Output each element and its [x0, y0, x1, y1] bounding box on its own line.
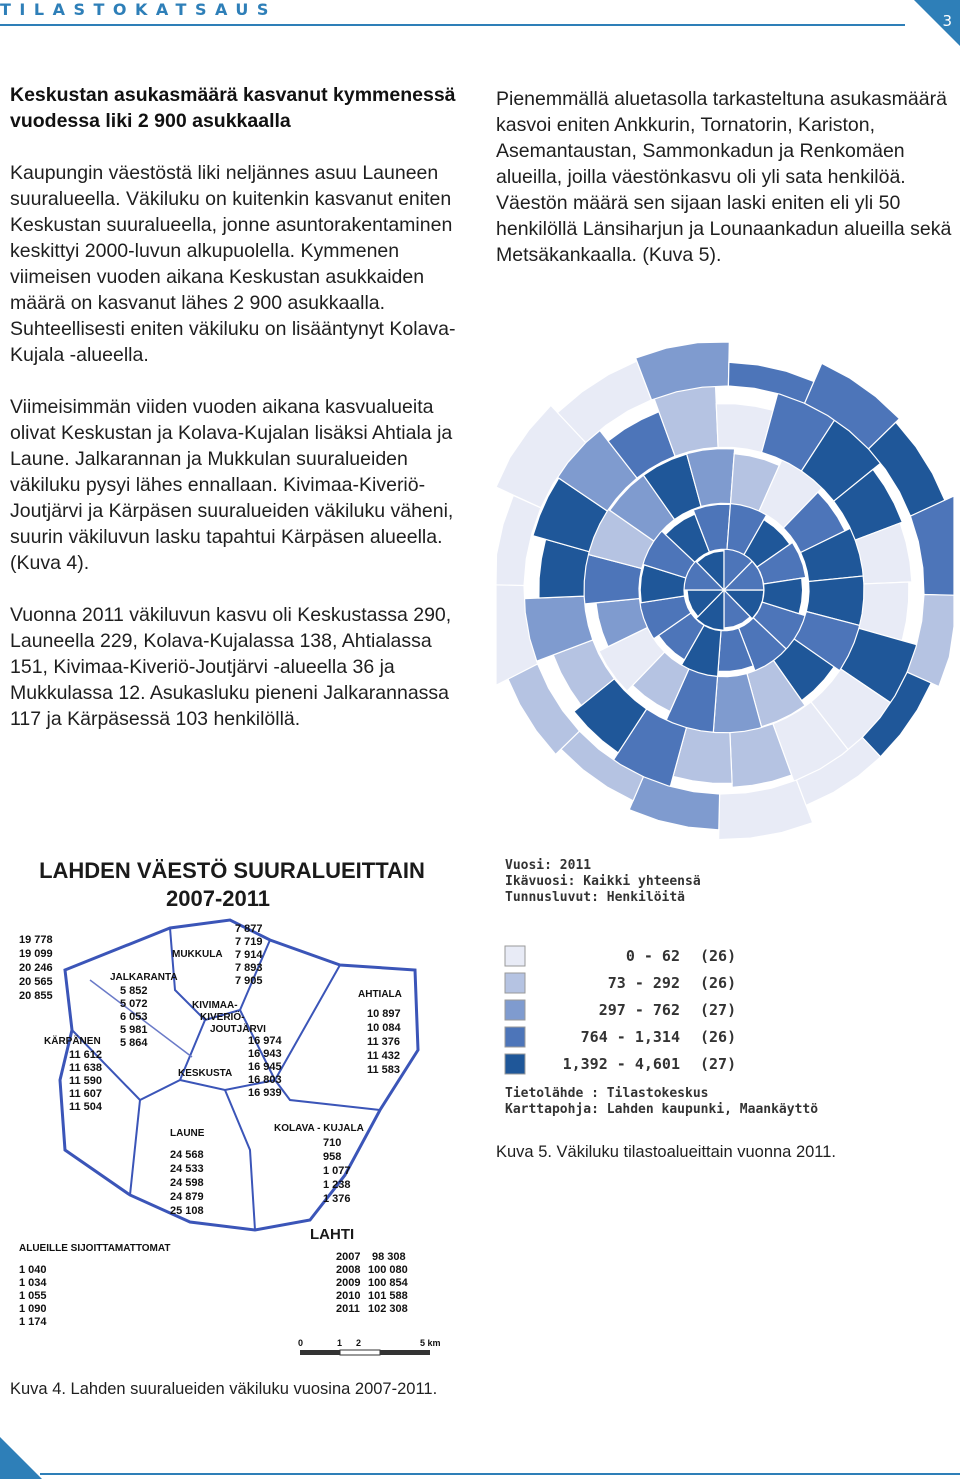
legend-swatch-5 — [505, 1054, 525, 1074]
legend-range-3: 297 - 762 — [598, 1001, 680, 1019]
svg-text:16 945: 16 945 — [248, 1061, 282, 1073]
svg-text:2011: 2011 — [336, 1303, 360, 1315]
paragraph-2: Viimeisimmän viiden vuoden aikana kasvualueita olivat Keskustan ja Kolava-Kujalan lisäksi Ahtiala ja Laune. Jalkarannan ja Mukkulan suuralueiden väkiluku pysyi lähes ennallaan. Kivimaa-Kiveriö-Joutjärvi ja Kärpäsen suuralueiden väkiluku väheni, suurin väkiluvun lasku tapahtui Kärpäsen alueella. (Kuva 4). — [10, 396, 454, 574]
values-karpanen — [69, 1049, 103, 1113]
choropleth-map — [494, 340, 956, 850]
legend-basemap: Karttapohja: Lahden kaupunki, Maankäyttö — [505, 1102, 819, 1117]
svg-text:16 803: 16 803 — [248, 1074, 282, 1086]
choropleth-legend — [500, 852, 900, 1122]
svg-text:7 905: 7 905 — [235, 975, 263, 987]
svg-text:1 077: 1 077 — [323, 1165, 351, 1177]
svg-text:10 897: 10 897 — [367, 1008, 401, 1020]
fig4-title-line1: LAHDEN VÄESTÖ SUURALUEITTAIN — [39, 858, 425, 883]
svg-text:0: 0 — [298, 1338, 304, 1348]
svg-text:7 914: 7 914 — [235, 949, 263, 961]
svg-text:98 308: 98 308 — [372, 1251, 406, 1263]
legend-swatch-1 — [505, 946, 525, 966]
legend-count-5: (27) — [700, 1055, 737, 1073]
svg-text:25 108: 25 108 — [170, 1205, 204, 1217]
svg-text:11 590: 11 590 — [69, 1075, 103, 1087]
values-ahtiala — [367, 1008, 402, 1076]
svg-text:11 612: 11 612 — [69, 1049, 103, 1061]
svg-text:11 607: 11 607 — [69, 1088, 103, 1100]
svg-text:16 939: 16 939 — [248, 1087, 282, 1099]
svg-text:5 072: 5 072 — [120, 998, 148, 1010]
figure5-caption: Kuva 5. Väkiluku tilastoalueittain vuonna 2011. — [496, 1143, 837, 1161]
legend-swatch-4 — [505, 1027, 525, 1047]
paragraph-right: Pienemmällä aluetasolla tarkasteltuna asukasmäärä kasvoi eniten Ankkurin, Tornatorin, Kariston, Asemantaustan, Sammonkadun ja Renkomäen alueilla, joilla väestönkasvu oli yli sata henkilöä. Väestön määrä sen sijaan laski eniten eli yli 50 henkilöllä Länsiharjun ja Lounaankadun alueilla sekä Metsäkankaalla. (Kuva 5). — [496, 88, 952, 266]
svg-text:11 583: 11 583 — [367, 1064, 401, 1076]
svg-text:1 090: 1 090 — [19, 1303, 47, 1315]
svg-text:1: 1 — [337, 1338, 343, 1348]
label-lahti: LAHTI — [310, 1226, 355, 1243]
svg-text:2: 2 — [356, 1338, 362, 1348]
right-text-column — [496, 86, 952, 294]
label-keskusta: KESKUSTA — [178, 1068, 233, 1079]
svg-text:1 034: 1 034 — [19, 1277, 47, 1289]
svg-text:24 598: 24 598 — [170, 1177, 204, 1189]
svg-text:7 893: 7 893 — [235, 962, 263, 974]
map-polygon — [629, 777, 719, 830]
svg-text:11 504: 11 504 — [69, 1101, 103, 1113]
label-laune: LAUNE — [170, 1128, 205, 1139]
map-polygon — [719, 780, 813, 840]
svg-text:1 376: 1 376 — [323, 1193, 351, 1205]
values-jalkaranta — [120, 985, 148, 1049]
map-polygon — [907, 595, 954, 687]
values-kivimaa — [248, 1035, 283, 1099]
svg-text:1 238: 1 238 — [323, 1179, 351, 1191]
svg-text:20 246: 20 246 — [19, 962, 53, 974]
values-unallocated — [19, 1264, 47, 1328]
label-karpanen: KÄRPÄNEN — [44, 1036, 101, 1047]
svg-text:6 053: 6 053 — [120, 1011, 148, 1023]
fig4-title-line2: 2007-2011 — [166, 886, 270, 911]
legend-swatch-3 — [505, 1000, 525, 1020]
legend-age: Ikävuosi: Kaikki yhteensä — [505, 874, 701, 889]
legend-count-2: (26) — [700, 974, 737, 992]
map-polygon — [496, 495, 541, 585]
label-jalkaranta: JALKARANTA — [110, 972, 178, 983]
svg-text:100 080: 100 080 — [368, 1264, 408, 1276]
legend-count-3: (27) — [700, 1001, 737, 1019]
label-mukkula: MUKKULA — [172, 949, 223, 960]
legend-source: Tietolähde : Tilastokeskus — [505, 1086, 709, 1101]
svg-text:24 568: 24 568 — [170, 1149, 204, 1161]
values-mukkula — [235, 923, 263, 987]
label-kolava-kujala: KOLAVA - KUJALA — [274, 1123, 364, 1134]
svg-text:710: 710 — [323, 1137, 342, 1149]
map-polygon — [728, 362, 814, 403]
page-number: 3 — [942, 12, 952, 30]
svg-text:7 877: 7 877 — [235, 923, 263, 935]
svg-text:100 854: 100 854 — [368, 1277, 408, 1289]
paragraph-1: Kaupungin väestöstä liki neljännes asuu Launeen suuralueella. Väkiluku on kuitenkin kasvanut eniten Keskustan suuralueella, jonne asuntorakentaminen keskittyi 2000-luvun alkupuolella. Kymmenen viimeisen vuoden aikana Keskustan asukkaiden määrä on kasvanut lähes 2 900 asukkaalla. Suhteellisesti eniten väkiluku on lisääntynyt Kolava-Kujala -alueella. — [10, 162, 456, 366]
svg-text:958: 958 — [323, 1151, 342, 1163]
values-unnamed-region — [19, 934, 53, 1002]
svg-text:16 974: 16 974 — [248, 1035, 282, 1047]
legend-count-4: (26) — [700, 1028, 737, 1046]
svg-text:20 565: 20 565 — [19, 976, 53, 988]
label-kivimaa-kiverio-joutjarvi: KIVIMAA-KIVERIÖ-JOUTJÄRVI — [192, 1000, 266, 1035]
svg-text:7 719: 7 719 — [235, 936, 263, 948]
svg-text:5 981: 5 981 — [120, 1024, 148, 1036]
svg-text:1 040: 1 040 — [19, 1264, 47, 1276]
svg-text:5 km: 5 km — [420, 1338, 441, 1348]
svg-text:19 778: 19 778 — [19, 934, 53, 946]
legend-measure: Tunnusluvut: Henkilöitä — [505, 890, 686, 905]
svg-text:19 099: 19 099 — [19, 948, 53, 960]
figure4-caption: Kuva 4. Lahden suuralueiden väkiluku vuosina 2007-2011. — [10, 1380, 438, 1398]
legend-range-1: 0 - 62 — [625, 947, 680, 965]
header-rule — [0, 24, 905, 26]
svg-text:2010: 2010 — [336, 1290, 361, 1302]
legend-range-4: 764 - 1,314 — [580, 1028, 680, 1046]
publication-title: TILASTOKATSAUS — [0, 0, 277, 19]
svg-text:24 533: 24 533 — [170, 1163, 204, 1175]
footer-corner-triangle — [0, 1429, 50, 1479]
svg-text:5 864: 5 864 — [120, 1037, 148, 1049]
label-unallocated: ALUEILLE SIJOITTAMATTOMAT — [19, 1243, 171, 1254]
svg-text:10 084: 10 084 — [367, 1022, 401, 1034]
label-ahtiala: AHTIALA — [358, 989, 402, 1000]
map-polygons — [496, 342, 954, 840]
legend-range-2: 73 - 292 — [607, 974, 680, 992]
scale-bar — [298, 1338, 441, 1355]
svg-text:101 588: 101 588 — [368, 1290, 408, 1302]
svg-text:2008: 2008 — [336, 1264, 361, 1276]
svg-text:11 376: 11 376 — [367, 1036, 401, 1048]
svg-text:5 852: 5 852 — [120, 985, 148, 997]
svg-text:1 055: 1 055 — [19, 1290, 47, 1302]
footer-rule — [40, 1473, 960, 1475]
svg-text:11 638: 11 638 — [69, 1062, 103, 1074]
page-corner-tab — [914, 0, 960, 46]
svg-text:1 174: 1 174 — [19, 1316, 47, 1328]
legend-range-5: 1,392 - 4,601 — [562, 1055, 680, 1073]
svg-text:20 855: 20 855 — [19, 990, 53, 1002]
region-population-map — [10, 850, 470, 1370]
values-lahti — [336, 1251, 409, 1315]
svg-text:102 308: 102 308 — [368, 1303, 408, 1315]
paragraph-3: Vuonna 2011 väkiluvun kasvu oli Keskustassa 290, Launeella 229, Kolava-Kujalassa 138, Ahtialassa 151, Kivimaa-Kiveriö-Joutjärvi -alueella 36 ja Mukkulassa 12. Asukasluku pieneni Jalkarannassa 117 ja Kärpäsessä 103 henkilöllä. — [10, 604, 452, 730]
svg-text:24 879: 24 879 — [170, 1191, 204, 1203]
left-text-column — [10, 82, 462, 758]
legend-count-1: (26) — [700, 947, 737, 965]
svg-text:2007: 2007 — [336, 1251, 361, 1263]
legend-year: Vuosi: 2011 — [505, 858, 592, 873]
legend-swatch-2 — [505, 973, 525, 993]
section-heading: Keskustan asukasmäärä kasvanut kymmenessä vuodessa liki 2 900 asukkaalla — [10, 84, 456, 132]
svg-text:16 943: 16 943 — [248, 1048, 282, 1060]
values-laune — [170, 1149, 204, 1217]
svg-text:11 432: 11 432 — [367, 1050, 401, 1062]
svg-text:2009: 2009 — [336, 1277, 361, 1289]
